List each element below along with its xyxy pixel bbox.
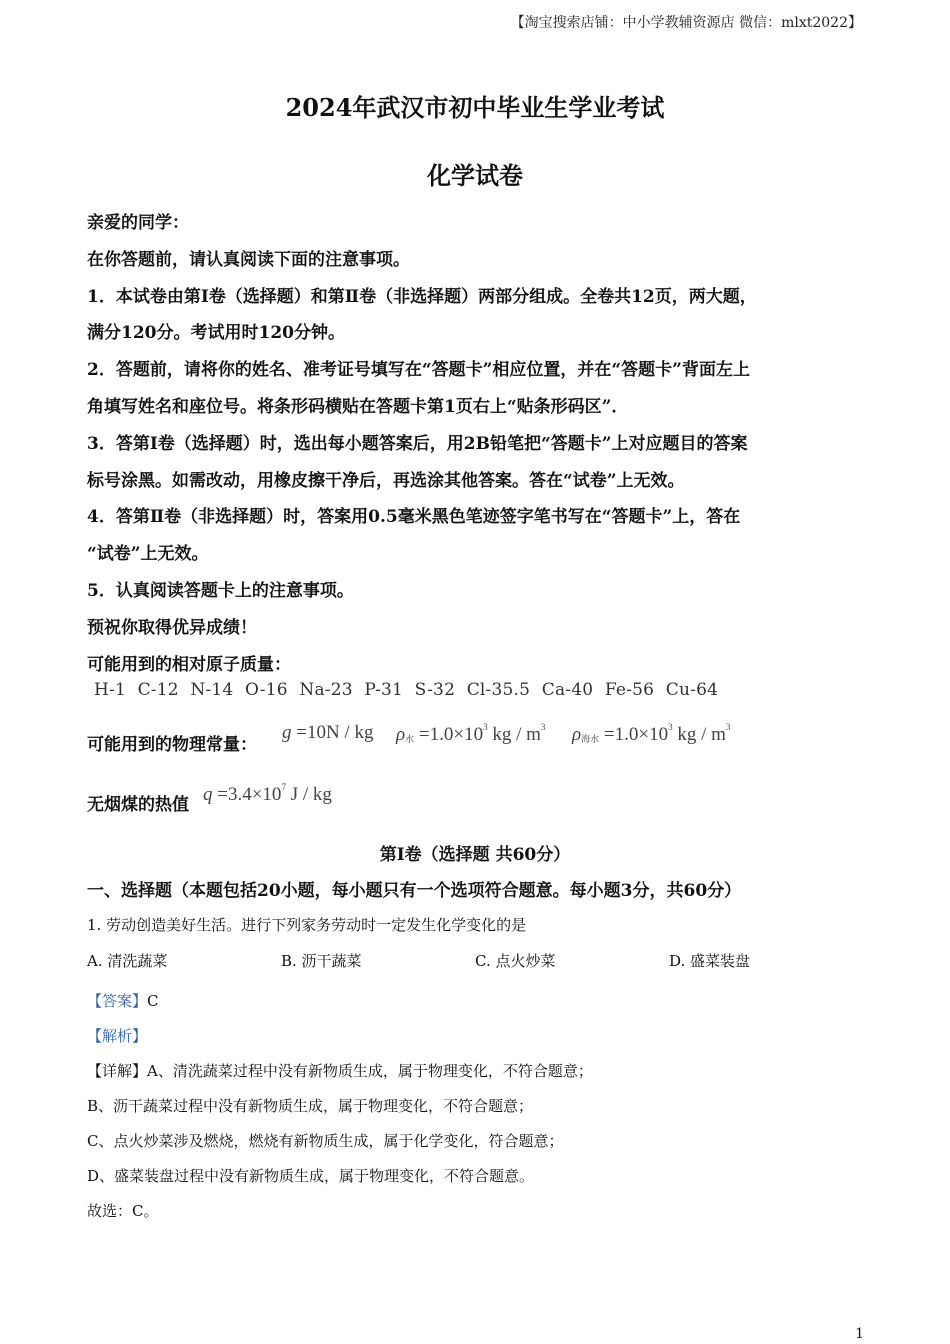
page-subtitle: 化学试卷 bbox=[427, 161, 523, 190]
part-title: 一、选择题（本题包括20小题，每小题只有一个选项符合题意。每小题3分，共60分） bbox=[87, 881, 742, 901]
section-title: 第Ⅰ卷（选择题 共60分） bbox=[379, 845, 571, 865]
detail-line-a bbox=[87, 1054, 593, 1089]
atomic-mass-list: H-1 C-12 N-14 O-16 Na-23 P-31 S-32 Cl-35.5 Ca-40 Fe-56 Cu-64 bbox=[94, 680, 719, 700]
formula-q-unit: J / kg bbox=[290, 784, 332, 805]
heat-value-label: 无烟煤的热值 bbox=[87, 795, 189, 815]
notice-item-4-cont: “试卷”上无效。 bbox=[87, 544, 209, 565]
formula-q-value: =3.4×10 bbox=[217, 784, 282, 805]
header-note: 【淘宝搜索店铺：中小学教辅资源店 微信：mlxt2022】 bbox=[510, 15, 862, 31]
page-number: 1 bbox=[855, 1326, 864, 1342]
notice-item-1-cont: 满分120分。考试用时120分钟。 bbox=[87, 323, 345, 344]
greeting: 亲爱的同学： bbox=[87, 213, 189, 233]
notice-intro: 在你答题前，请认真阅读下面的注意事项。 bbox=[87, 249, 410, 270]
formula-rho-water-value: =1.0×10 bbox=[418, 724, 484, 745]
answer-value: C bbox=[147, 992, 159, 1010]
detail-line-d: D、盛菜装盘过程中没有新物质生成，属于物理变化，不符合题意。 bbox=[87, 1167, 535, 1185]
notice-item-2: 2．答题前，请将你的姓名、准考证号填写在“答题卡”相应位置，并在“答题卡”背面左上 bbox=[87, 360, 750, 381]
formula-g: g =10N / kg bbox=[282, 722, 374, 743]
notice-item-2-cont: 角填写姓名和座位号。将条形码横贴在答题卡第1页右上“贴条形码区”． bbox=[87, 396, 629, 417]
formula-rho-sea-unit: kg / m bbox=[677, 724, 726, 745]
answer-line bbox=[87, 984, 593, 1019]
wish-text: 预祝你取得优异成绩！ bbox=[87, 617, 257, 638]
analysis-tag: 【解析】 bbox=[87, 1027, 148, 1045]
formula-rho-sea-unit-exp: 3 bbox=[725, 722, 731, 732]
question-stem: 1. 劳动创造美好生活。进行下列家务劳动时一定发生化学变化的是 bbox=[87, 916, 527, 934]
option-c: C. 点火炒菜 bbox=[475, 952, 556, 970]
notice-item-3-cont: 标号涂黑。如需改动，用橡皮擦干净后，再选涂其他答案。答在“试卷”上无效。 bbox=[87, 470, 685, 491]
detail-line-c: C、点火炒菜涉及燃烧，燃烧有新物质生成，属于化学变化，符合题意； bbox=[87, 1132, 564, 1150]
answer-tag: 【答案】 bbox=[87, 992, 148, 1010]
formula-rho-sea-exp: 3 bbox=[668, 722, 673, 732]
formula-g-value: =10N / kg bbox=[296, 722, 374, 743]
detail-tag: 【详解】 bbox=[87, 1062, 148, 1080]
option-b: B. 沥干蔬菜 bbox=[281, 952, 362, 970]
formula-rho-sea: $\rho_{海水} =1.0\times 10^3$ kg / $m^3$ bbox=[572, 722, 731, 745]
formula-rho-sea-sub: 海水 bbox=[581, 734, 600, 744]
formula-rho-water-sub: 水 bbox=[405, 734, 415, 744]
formula-rho-water-unit: kg / m bbox=[492, 724, 541, 745]
answer-block bbox=[87, 984, 593, 1229]
constants-label: 可能用到的物理常量： bbox=[87, 735, 257, 755]
option-d: D. 盛菜装盘 bbox=[669, 952, 751, 970]
page-title: 2024年武汉市初中毕业生学业考试 bbox=[285, 93, 665, 122]
notice-item-5: 5．认真阅读答题卡上的注意事项。 bbox=[87, 580, 354, 601]
detail-line-b: B、沥干蔬菜过程中没有新物质生成，属于物理变化，不符合题意； bbox=[87, 1097, 534, 1115]
formula-rho-water-exp: 3 bbox=[483, 722, 488, 732]
detail-a-text: A、清洗蔬菜过程中没有新物质生成，属于物理变化，不符合题意； bbox=[147, 1062, 593, 1080]
notice-item-3: 3．答第Ⅰ卷（选择题）时，选出每小题答案后，用2B铅笔把“答题卡”上对应题目的答案 bbox=[87, 433, 748, 454]
notice-item-4: 4．答第Ⅱ卷（非选择题）时，答案用0.5毫米黑色笔迹签字笔书写在“答题卡”上，答在 bbox=[87, 507, 741, 528]
atomic-mass-label: 可能用到的相对原子质量： bbox=[87, 654, 291, 675]
formula-q-exp: 7 bbox=[281, 782, 286, 792]
analysis-line bbox=[87, 1019, 593, 1054]
notice-item-1: 1．本试卷由第Ⅰ卷（选择题）和第Ⅱ卷（非选择题）两部分组成。全卷共12页，两大题， bbox=[87, 286, 757, 307]
formula-rho-water-unit-exp: 3 bbox=[540, 722, 546, 732]
formula-q: $q =3.4\times 10^7$ J / kg bbox=[203, 782, 332, 805]
notice-section bbox=[87, 205, 867, 683]
conclusion-line: 故选：C。 bbox=[87, 1202, 159, 1220]
formula-rho-water: $\rho_水 =1.0\times 10^3$ kg / $m^3$ bbox=[396, 722, 546, 745]
formula-rho-sea-value: =1.0×10 bbox=[603, 724, 669, 745]
option-a: A. 清洗蔬菜 bbox=[87, 952, 168, 970]
